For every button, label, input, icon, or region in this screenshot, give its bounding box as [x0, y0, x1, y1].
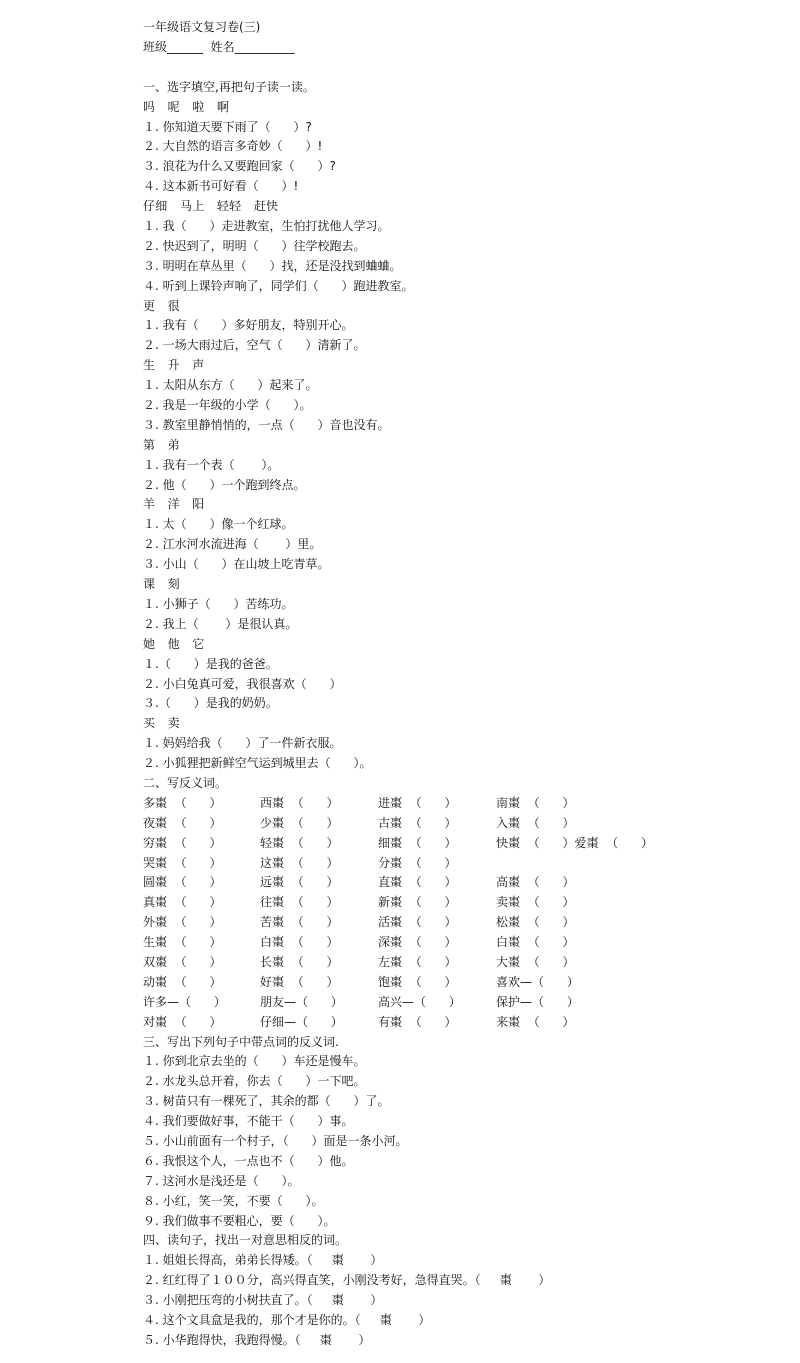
exercise-sentence: ３. 树苗只有一棵死了，其余的都（ ）了。: [143, 1094, 390, 1109]
spacer: [143, 58, 783, 78]
antonym-row: [143, 854, 783, 874]
antonym-item: 深棗 （ ）: [378, 935, 457, 950]
exercise-sentence: ３. 小刚把压弯的小树扶直了。（ 棗 ）: [143, 1293, 383, 1308]
worksheet-title: 一年级语文复习卷(三): [143, 20, 261, 34]
exercise-sentence: ３. 明明在草丛里（ ）找，还是没找到蛐蛐。: [143, 258, 402, 273]
worksheet-page: [143, 18, 783, 1351]
exercise-sentence: ９. 我们做事不要粗心，要（ ）。: [143, 1213, 336, 1228]
antonym-item: 朋友—（ ）: [260, 994, 343, 1009]
exercise-sentence: ４. 这本新书可好看（ ）!: [143, 179, 299, 194]
word-options: 第 弟: [143, 437, 180, 452]
exercise-sentence: ２. 他（ ）一个跑到终点。: [143, 477, 306, 492]
antonym-row: [143, 873, 783, 893]
section3-title: 三、写出下列句子中带点词的反义词.: [143, 1034, 339, 1049]
antonym-item: 快棗 （ ）爱棗 （ ）: [496, 835, 654, 850]
antonym-item: 仔细—（ ）: [260, 1014, 343, 1029]
exercise-sentence: １. 姐姐长得高，弟弟长得矮。（ 棗 ）: [143, 1253, 383, 1268]
antonym-item: 南棗 （ ）: [496, 795, 575, 810]
antonym-item: 多棗 （ ）: [143, 795, 222, 810]
antonym-item: 入棗 （ ）: [496, 815, 575, 830]
antonym-row: [143, 953, 783, 973]
antonym-item: 远棗 （ ）: [260, 875, 339, 890]
antonym-item: 左棗 （ ）: [378, 954, 457, 969]
antonym-item: 白棗 （ ）: [496, 935, 575, 950]
antonym-item: 古棗 （ ）: [378, 815, 457, 830]
exercise-sentence: ７. 这河水是浅还是（ ）。: [143, 1173, 300, 1188]
antonym-item: 大棗 （ ）: [496, 954, 575, 969]
antonym-item: 西棗 （ ）: [260, 795, 339, 810]
antonym-item: 好棗 （ ）: [260, 974, 339, 989]
antonym-item: 保护—（ ）: [496, 994, 579, 1009]
word-options: 她 他 它: [143, 636, 205, 651]
exercise-sentence: ２. 我上（ ）是很认真。: [143, 616, 298, 631]
class-name-line: 班级______ 姓名__________: [143, 39, 295, 54]
exercise-sentence: ２. 快迟到了，明明（ ）往学校跑去。: [143, 238, 366, 253]
antonym-item: 长棗 （ ）: [260, 954, 339, 969]
antonym-row: [143, 814, 783, 834]
exercise-sentence: １. 你到北京去坐的（ ）车还是慢车。: [143, 1054, 366, 1069]
word-options: 羊 洋 阳: [143, 497, 205, 512]
exercise-sentence: ２. 水龙头总开着，你去（ ）一下吧。: [143, 1074, 366, 1089]
antonym-item: 进棗 （ ）: [378, 795, 457, 810]
exercise-sentence: １. 我（ ）走进教室，生怕打扰他人学习。: [143, 219, 390, 234]
word-options: 买 卖: [143, 716, 180, 731]
exercise-sentence: １. 太阳从东方（ ）起来了。: [143, 378, 318, 393]
antonym-item: 生棗 （ ）: [143, 935, 222, 950]
exercise-sentence: １. 我有（ ）多好朋友，特别开心。: [143, 318, 354, 333]
antonym-item: 松棗 （ ）: [496, 915, 575, 930]
antonym-item: 有棗 （ ）: [378, 1014, 457, 1029]
antonym-item: 高兴—（ ）: [378, 994, 461, 1009]
exercise-sentence: ２. 我是一年级的小学（ ）。: [143, 398, 312, 413]
antonym-item: 苦棗 （ ）: [260, 915, 339, 930]
exercise-sentence: ２. 小白兔真可爱，我很喜欢（ ）: [143, 676, 342, 691]
exercise-sentence: ３. 小山（ ）在山坡上吃青草。: [143, 557, 330, 572]
antonym-row: [143, 973, 783, 993]
exercise-sentence: ３. 教室里静悄悄的，一点（ ）音也没有。: [143, 417, 390, 432]
word-options: 吗 呢 啦 啊: [143, 99, 230, 114]
exercise-sentence: １. 太（ ）像一个红球。: [143, 517, 294, 532]
antonym-item: 喜欢—（ ）: [496, 974, 579, 989]
antonym-row: [143, 834, 783, 854]
antonym-item: 少棗 （ ）: [260, 815, 339, 830]
antonym-item: 圆棗 （ ）: [143, 875, 222, 890]
section4-title: 四、读句子，找出一对意思相反的词。: [143, 1233, 348, 1248]
antonym-item: 夜棗 （ ）: [143, 815, 222, 830]
antonym-item: 外棗 （ ）: [143, 915, 222, 930]
exercise-sentence: ２. 小狐狸把新鲜空气运到城里去（ ）。: [143, 756, 372, 771]
antonym-item: 高棗 （ ）: [496, 875, 575, 890]
section1-title: 一、选字填空,再把句子读一读。: [143, 79, 315, 94]
antonym-item: 真棗 （ ）: [143, 895, 222, 910]
antonym-item: 细棗 （ ）: [378, 835, 457, 850]
antonym-item: 穷棗 （ ）: [143, 835, 222, 850]
word-options: 更 很: [143, 298, 180, 313]
exercise-sentence: ８. 小红，笑一笑，不要（ ）。: [143, 1193, 324, 1208]
antonym-item: 饱棗 （ ）: [378, 974, 457, 989]
antonym-item: 活棗 （ ）: [378, 915, 457, 930]
exercise-sentence: １. 小狮子（ ）苦练功。: [143, 596, 294, 611]
antonym-row: [143, 794, 783, 814]
exercise-sentence: １. 你知道天要下雨了（ ）?: [143, 119, 312, 134]
word-options: 课 刻: [143, 577, 180, 592]
antonym-item: 直棗 （ ）: [378, 875, 457, 890]
antonym-item: 许多—（ ）: [143, 994, 226, 1009]
antonym-item: 白棗 （ ）: [260, 935, 339, 950]
exercise-sentence: １. 我有一个表（ ）。: [143, 457, 280, 472]
antonym-item: 双棗 （ ）: [143, 954, 222, 969]
antonym-item: 对棗 （ ）: [143, 1014, 222, 1029]
antonym-row: [143, 893, 783, 913]
exercise-sentence: ４. 听到上课铃声响了，同学们（ ）跑进教室。: [143, 278, 414, 293]
exercise-sentence: ５. 小山前面有一个村子，（ ）面是一条小河。: [143, 1133, 408, 1148]
exercise-sentence: ４. 我们要做好事，不能干（ ）事。: [143, 1114, 354, 1129]
antonym-item: 动棗 （ ）: [143, 974, 222, 989]
antonym-item: 分棗 （ ）: [378, 855, 457, 870]
exercise-sentence: １. 妈妈给我（ ）了一件新衣服。: [143, 736, 342, 751]
antonym-item: 来棗 （ ）: [496, 1014, 575, 1029]
antonym-row: [143, 993, 783, 1013]
exercise-sentence: ２. 红红得了１００分，高兴得直笑，小刚没考好，急得直哭。（ 棗 ）: [143, 1273, 551, 1288]
exercise-sentence: ２. 江水河水流进海（ ）里。: [143, 537, 322, 552]
exercise-sentence: ６. 我恨这个人，一点也不（ ）他。: [143, 1153, 354, 1168]
antonym-row: [143, 913, 783, 933]
antonym-row: [143, 1013, 783, 1033]
antonym-item: 这棗 （ ）: [260, 855, 339, 870]
exercise-sentence: ３. 浪花为什么又要跑回家（ ）?: [143, 159, 336, 174]
section2-title: 二、写反义词。: [143, 775, 228, 790]
antonym-item: 卖棗 （ ）: [496, 895, 575, 910]
exercise-sentence: ４. 这个文具盒是我的，那个才是你的。（ 棗 ）: [143, 1313, 431, 1327]
antonym-item: 轻棗 （ ）: [260, 835, 339, 850]
exercise-sentence: ３.（ ）是我的奶奶。: [143, 696, 278, 711]
word-options: 仔细 马上 轻轻 赶快: [143, 199, 279, 214]
exercise-sentence: ５. 小华跑得快，我跑得慢。（ 棗 ）: [143, 1332, 371, 1347]
antonym-row: [143, 933, 783, 953]
antonym-item: 哭棗 （ ）: [143, 855, 222, 870]
word-options: 生 升 声: [143, 358, 205, 373]
antonym-item: 往棗 （ ）: [260, 895, 339, 910]
exercise-sentence: １.（ ）是我的爸爸。: [143, 656, 278, 671]
exercise-sentence: ２. 大自然的语言多奇妙（ ）!: [143, 139, 323, 154]
exercise-sentence: ２. 一场大雨过后，空气（ ）清新了。: [143, 338, 366, 353]
antonym-item: 新棗 （ ）: [378, 895, 457, 910]
